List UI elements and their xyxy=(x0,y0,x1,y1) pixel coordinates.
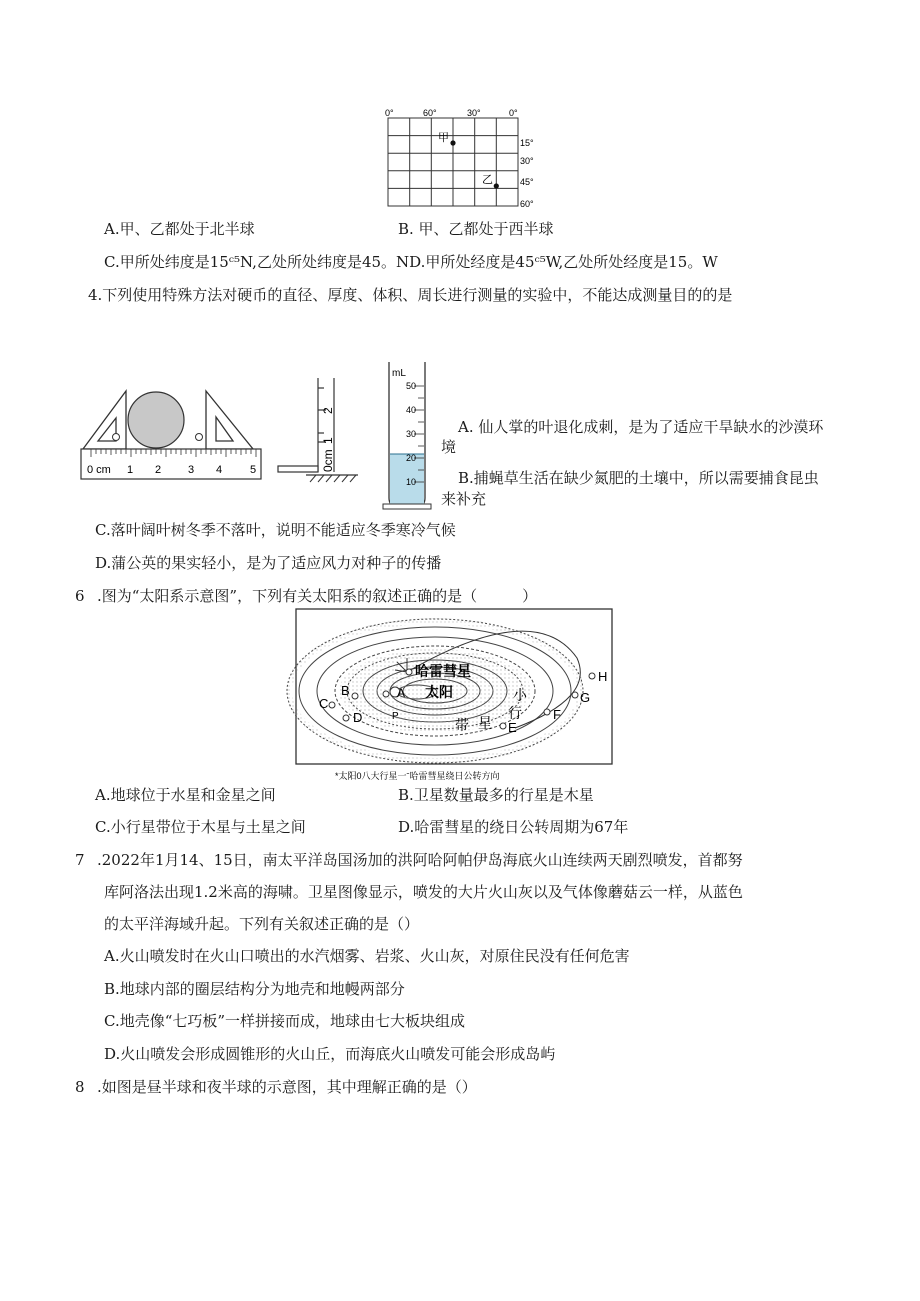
grid-top-label: 0° xyxy=(385,108,394,118)
ruler-label: 3 xyxy=(188,464,195,476)
grid-top-label: 0° xyxy=(509,108,518,118)
asteroid-belt-label: 行 xyxy=(508,705,522,721)
solar-system-diagram xyxy=(295,608,615,786)
q7-option-c: C.地壳像“七巧板”一样拼接而成，地球由七大板块组成 xyxy=(104,1012,466,1030)
grid-right-label: 30° xyxy=(520,156,534,166)
planet-label-p: P xyxy=(392,711,399,722)
q5-option-a-line2: 境 xyxy=(441,438,457,456)
grid-top-label: 30° xyxy=(467,108,481,118)
cylinder-mark: 40 xyxy=(406,405,417,415)
cylinder-mark: 10 xyxy=(406,477,417,487)
q7-option-d: D.火山喷发会形成圆锥形的火山丘，而海底火山喷发可能会形成岛屿 xyxy=(104,1045,556,1063)
diagram-caption: *太阳0八大行星一ˉ哈雷彗星绕日公转方向 xyxy=(335,771,500,781)
asteroid-belt-label: 带 xyxy=(455,717,469,733)
lat-long-grid xyxy=(383,108,543,210)
comet-label: 哈雷彗星 xyxy=(415,663,471,679)
q7-stem-line2: 库阿洛法出现1.2米高的海啸。卫星图像显示，喷发的大片火山灰以及气体像蘑菇云一样，从蓝色 xyxy=(104,883,743,901)
q6-number: 6 xyxy=(75,587,85,605)
coin xyxy=(128,392,184,448)
q8-number: 8 xyxy=(75,1078,85,1096)
q6-option-c: C.小行星带位于木星与土星之间 xyxy=(95,818,306,836)
planet-label-a: A xyxy=(397,686,406,700)
q5-option-d: D.蒲公英的果实轻小，是为了适应风力对种子的传播 xyxy=(95,554,442,572)
q5-option-b-line2: 来补充 xyxy=(441,490,487,508)
planet-label-c: C xyxy=(319,696,329,711)
q7-option-a: A.火山喷发时在火山口喷出的水汽烟雾、岩浆、火山灰，对原住民没有任何危害 xyxy=(104,947,630,965)
grid-right-label: 45° xyxy=(520,177,534,187)
vertical-ruler-label: 0cm xyxy=(321,449,335,472)
point-jia-marker xyxy=(450,140,455,145)
cylinder-unit: mL xyxy=(392,368,406,379)
planet-label-f: F xyxy=(553,707,561,722)
q7-stem-line3: 的太平洋海域升起。下列有关叙述正确的是（） xyxy=(104,915,420,933)
q5-option-b-line1: B.捕蝇草生活在缺少氮肥的土壤中，所以需要捕食昆虫 xyxy=(458,469,819,487)
planet-label-g: G xyxy=(580,690,591,705)
vertical-ruler-label: 1 xyxy=(321,437,335,444)
halley-comet xyxy=(406,669,412,675)
ruler-label: 2 xyxy=(155,464,162,476)
cylinder-mark: 50 xyxy=(406,381,417,391)
q3-option-b: B. 甲、乙都处于西半球 xyxy=(398,220,554,238)
q5-option-c: C.落叶阔叶树冬季不落叶，说明不能适应冬季寒冷气候 xyxy=(95,521,456,539)
q6-option-b: B.卫星数量最多的行星是木星 xyxy=(398,786,594,804)
q5-option-a-line1: A. 仙人掌的叶退化成刺，是为了适应干旱缺水的沙漠环 xyxy=(458,418,824,436)
q4-stem: 4.下列使用特殊方法对硬币的直径、厚度、体积、周长进行测量的实验中，不能达成测量目的的是 xyxy=(88,286,733,304)
q7-option-b: B.地球内部的圈层结构分为地壳和地幔两部分 xyxy=(104,980,405,998)
graduated-cylinder xyxy=(380,358,440,513)
q8-stem: .如图是昼半球和夜半球的示意图，其中理解正确的是（） xyxy=(97,1078,477,1096)
cylinder-mark: 30 xyxy=(406,429,417,439)
coin-diameter-figure xyxy=(78,385,268,485)
sun-label: 太阳 xyxy=(425,684,453,700)
ruler-label: 0 cm xyxy=(87,464,111,476)
planet-label-d: D xyxy=(353,710,363,725)
ruler-label: 5 xyxy=(250,464,257,476)
ruler-label: 1 xyxy=(127,464,134,476)
asteroid-belt-label: 星 xyxy=(478,715,492,731)
point-yi-marker xyxy=(494,183,499,188)
point-jia-label: 甲 xyxy=(438,132,449,144)
asteroid-belt-label: 小 xyxy=(513,687,527,703)
point-yi-label: 乙 xyxy=(482,174,493,186)
grid-top-label: 60° xyxy=(423,108,437,118)
q3-option-cd: C.甲所处纬度是15ᶜ⁵N,乙处所处纬度是45。ND.甲所处经度是45ᶜ⁵W,乙处所处经度是15。W xyxy=(104,253,718,271)
q6-stem: .图为“太阳系示意图”，下列有关太阳系的叙述正确的是（ ） xyxy=(97,587,538,605)
q7-number: 7 xyxy=(75,851,85,869)
coin-thickness-figure xyxy=(276,378,366,490)
q3-option-a: A.甲、乙都处于北半球 xyxy=(104,220,255,238)
planet-label-h: H xyxy=(598,669,608,684)
q7-stem-line1: .2022年1月14、15日，南太平洋岛国汤加的洪阿哈阿帕伊岛海底火山连续两天剧烈喷发，首都努 xyxy=(97,851,743,869)
ruler-label: 4 xyxy=(216,464,223,476)
vertical-ruler-label: 2 xyxy=(321,407,335,414)
grid-right-label: 60° xyxy=(520,199,534,209)
grid-right-label: 15° xyxy=(520,138,534,148)
planet-label-e: E xyxy=(508,720,517,735)
cylinder-mark: 20 xyxy=(406,453,417,463)
q6-option-a: A.地球位于水星和金星之间 xyxy=(95,786,276,804)
planet-label-b: B xyxy=(341,683,350,698)
q6-option-d: D.哈雷彗星的绕日公转周期为67年 xyxy=(398,818,629,836)
